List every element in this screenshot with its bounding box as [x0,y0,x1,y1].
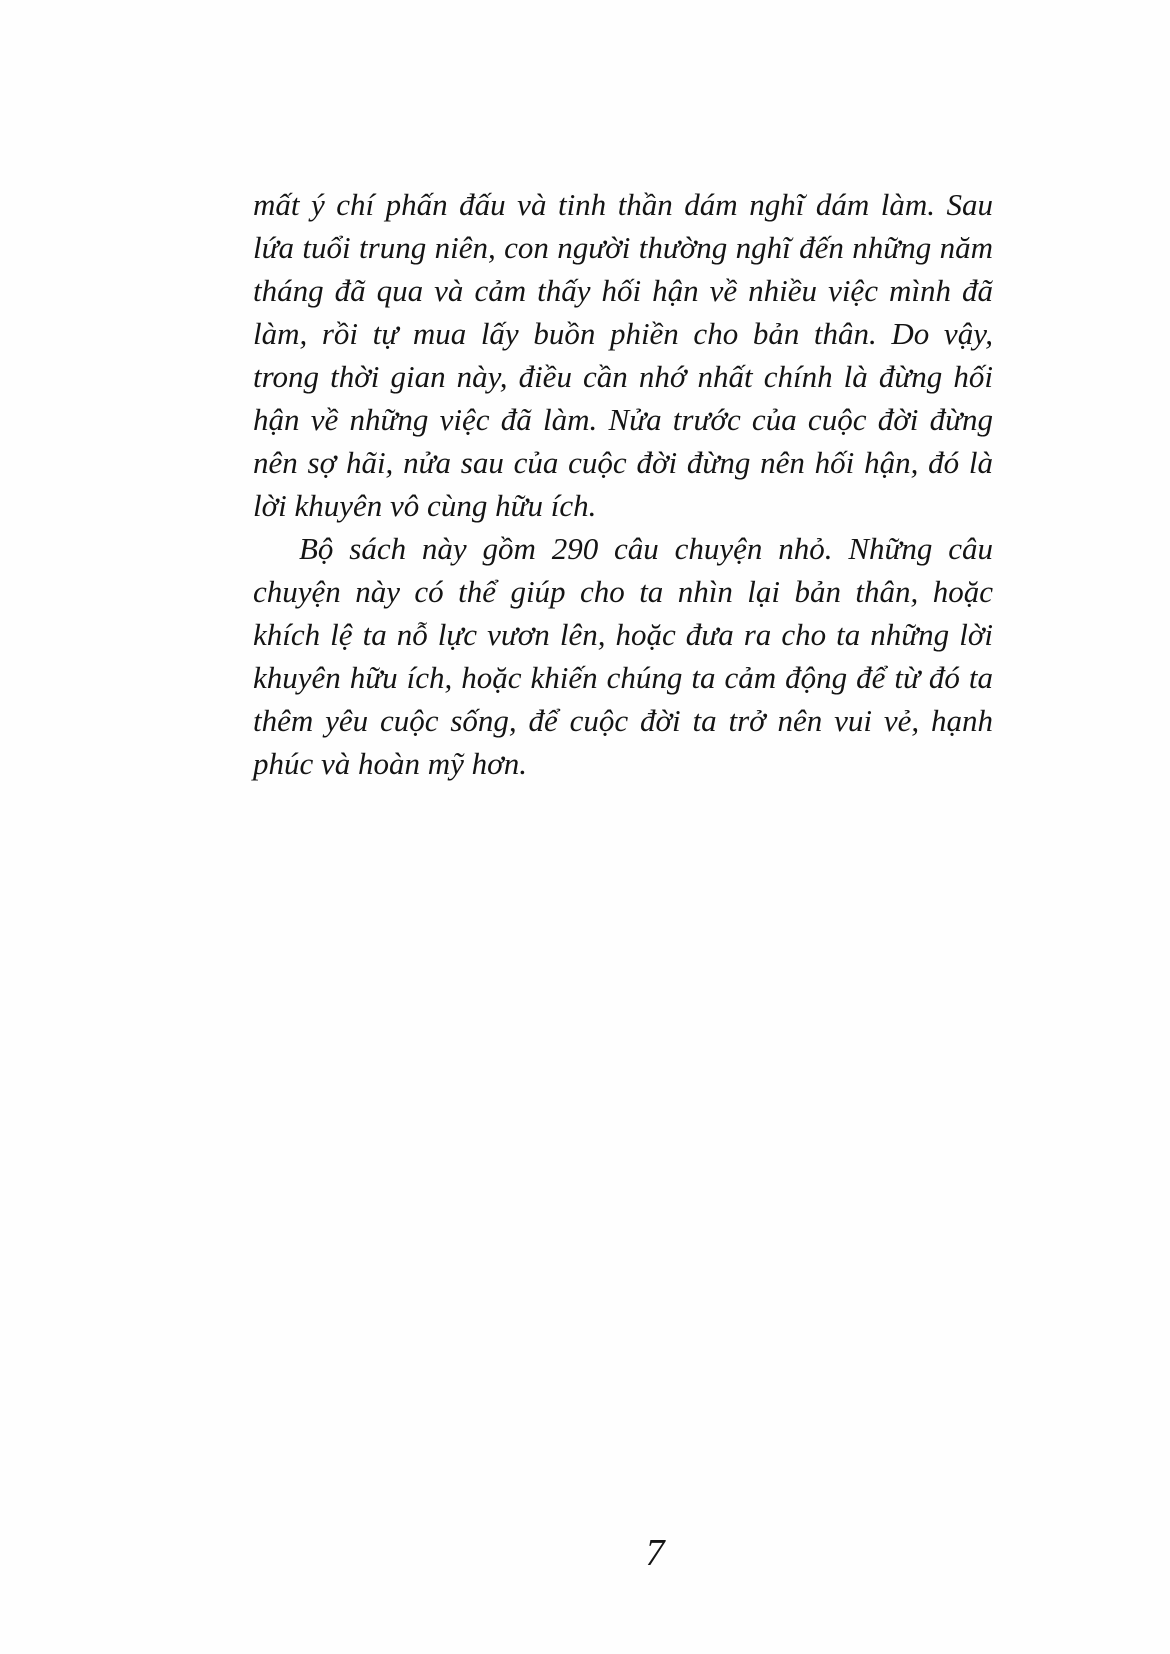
paragraph [253,183,993,527]
text-line: chuyện này có thể giúp cho ta nhìn lại bản thân, hoặc [253,574,993,609]
text-line: khuyên hữu ích, hoặc khiến chúng ta cảm động để từ đó ta [253,660,993,695]
text-line: tháng đã qua và cảm thấy hối hận về nhiều việc mình đã [253,273,993,308]
text-line: trong thời gian này, điều cần nhớ nhất chính là đừng hối [253,359,993,394]
text-line: phúc và hoàn mỹ hơn. [253,746,527,781]
text-line: làm, rồi tự mua lấy buồn phiền cho bản thân. Do vậy, [253,316,993,351]
paragraph [253,527,993,785]
text-line: Bộ sách này gồm 290 câu chuyện nhỏ. Những câu [299,531,993,566]
text-line: nên sợ hãi, nửa sau của cuộc đời đừng nên hối hận, đó là [253,445,993,480]
text-line: hận về những việc đã làm. Nửa trước của cuộc đời đừng [253,402,993,437]
text-line: lứa tuổi trung niên, con người thường nghĩ đến những năm [253,230,993,265]
text-line: khích lệ ta nỗ lực vươn lên, hoặc đưa ra cho ta những lời [253,617,993,652]
text-line: lời khuyên vô cùng hữu ích. [253,488,597,523]
page-number: 7 [645,1532,665,1574]
body-text [253,183,993,785]
text-line: mất ý chí phấn đấu và tinh thần dám nghĩ dám làm. Sau [253,187,993,222]
text-line: thêm yêu cuộc sống, để cuộc đời ta trở nên vui vẻ, hạnh [253,703,993,738]
